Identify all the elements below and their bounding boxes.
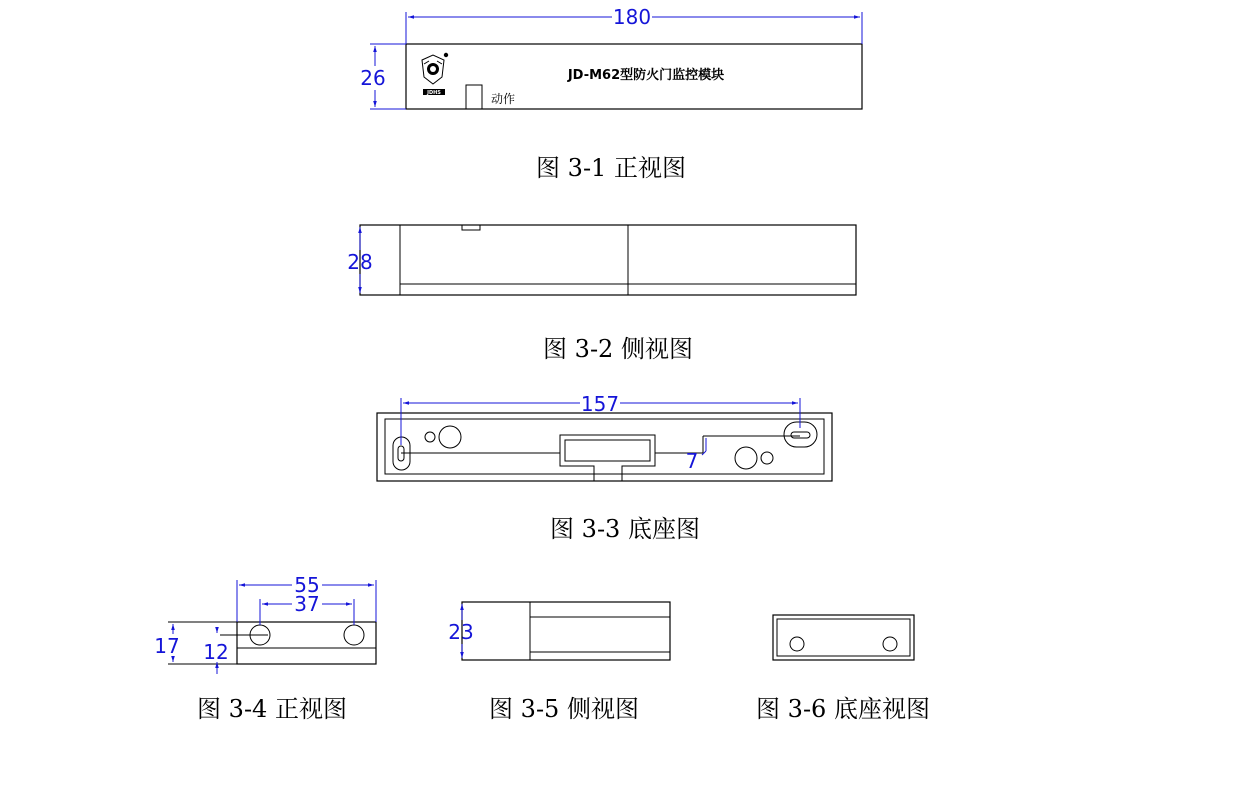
fig4-hole-height-dimension: 12 [203, 640, 229, 664]
fig1-caption: 图 3-1 正视图 [536, 154, 686, 182]
action-button-label: 动作 [491, 92, 516, 106]
fig1-width-dimension: 180 [612, 5, 652, 29]
fig3-hole-large-right [735, 447, 757, 469]
brand-logo-icon [422, 53, 448, 96]
fig3-caption: 图 3-3 底座图 [550, 515, 700, 543]
fig2-caption: 图 3-2 侧视图 [543, 335, 693, 363]
fig2-height-dimension: 28 [347, 250, 373, 274]
fig5-body-outline [462, 602, 670, 660]
fig1-height-dimension: 26 [360, 66, 386, 90]
fig6-hole-right [883, 637, 897, 651]
fig5-side-view [448, 602, 670, 660]
logo-text: JDHS [427, 90, 441, 96]
action-button [466, 85, 482, 109]
fig5-height-dimension: 23 [448, 620, 474, 644]
fig6-hole-left [790, 637, 804, 651]
fig3-hole-large-left [439, 426, 461, 448]
fig3-connector-inner [565, 440, 650, 461]
fig3-hole-small-left [425, 432, 435, 442]
fig4-body-outline [237, 622, 376, 664]
fig3-base-view [377, 392, 832, 481]
fig1-front-view [360, 5, 862, 109]
fig2-side-view [347, 225, 856, 295]
fig4-hole-spacing-dimension: 37 [294, 592, 320, 616]
fig4-width-dimension: 55 [294, 573, 320, 597]
fig3-inner-outline [385, 419, 824, 474]
fig4-front-view [154, 573, 376, 674]
fig2-button-tab [462, 225, 480, 230]
fig4-caption: 图 3-4 正视图 [197, 695, 347, 723]
module-title: JD-M62型防火门监控模块 [567, 68, 725, 83]
fig4-height-dimension: 17 [154, 634, 180, 658]
fig3-hole-small-right [761, 452, 773, 464]
fig3-offset-dimension: 7 [685, 449, 699, 473]
fig6-base-view [773, 615, 914, 660]
fig3-right-slot-inner [791, 432, 810, 438]
fig3-width-dimension: 157 [580, 392, 620, 416]
fig4-hole-right [344, 625, 364, 645]
fig6-caption: 图 3-6 底座视图 [756, 695, 930, 723]
fig5-caption: 图 3-5 侧视图 [489, 695, 639, 723]
